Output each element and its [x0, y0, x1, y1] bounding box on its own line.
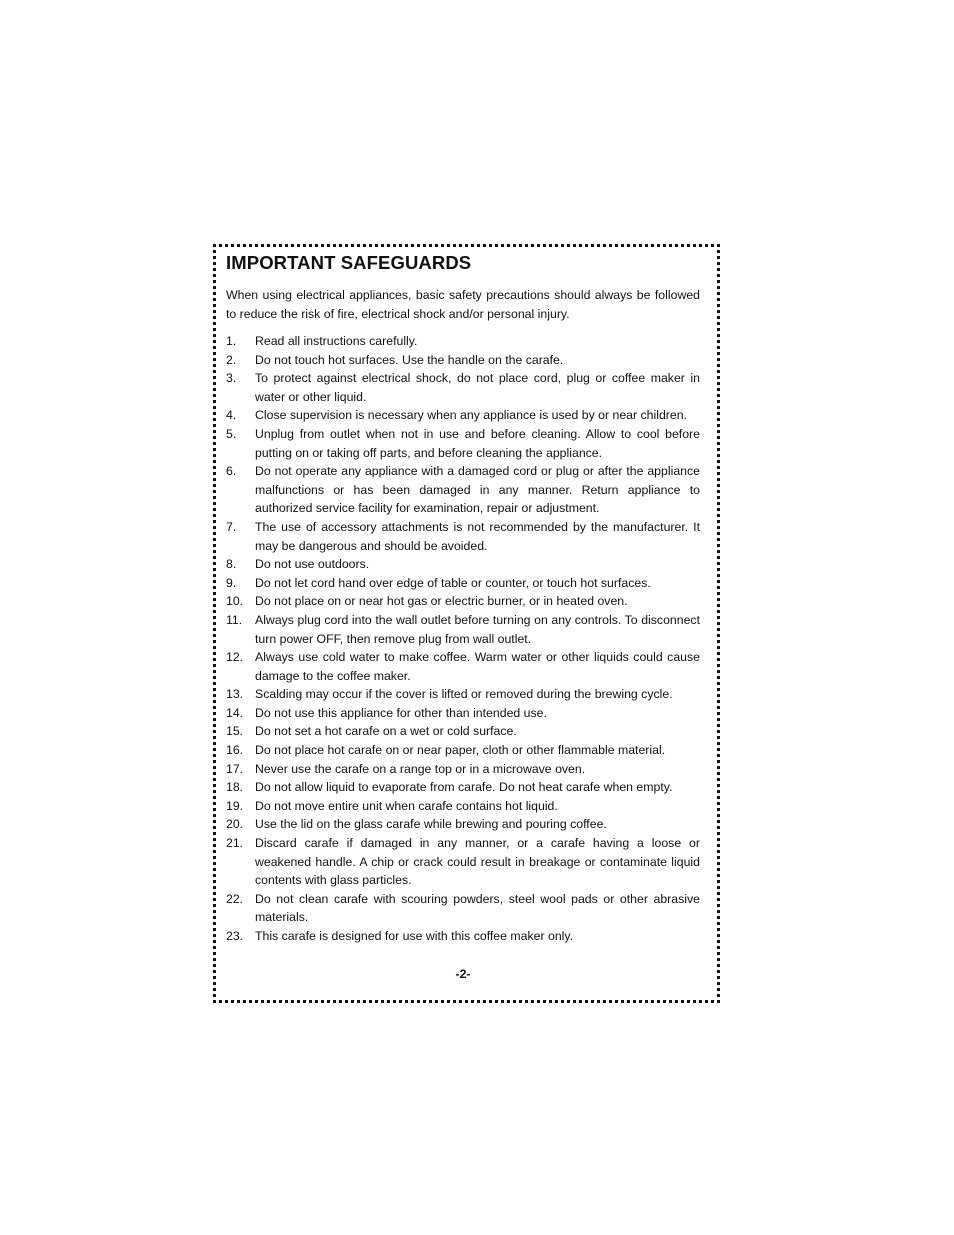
- item-number: 6.: [226, 464, 237, 479]
- list-item: [226, 927, 700, 946]
- list-item: [226, 574, 700, 593]
- item-text: Close supervision is necessary when any appliance is used by or near children.: [255, 408, 687, 423]
- item-number: 10.: [226, 594, 244, 609]
- intro-paragraph: When using electrical appliances, basic safety precautions should always be followed to reduce the risk of fire, electrical shock and/or personal injury.: [226, 288, 700, 321]
- item-number: 19.: [226, 798, 244, 813]
- item-text: Never use the carafe on a range top or in a microwave oven.: [255, 761, 586, 776]
- item-number: 8.: [226, 557, 237, 572]
- list-item: [226, 741, 700, 760]
- list-item: [226, 351, 700, 370]
- list-item: [226, 834, 700, 890]
- list-item: [226, 369, 700, 406]
- item-text: Use the lid on the glass carafe while brewing and pouring coffee.: [255, 817, 607, 832]
- list-item: [226, 611, 700, 648]
- item-text: Do not place hot carafe on or near paper, cloth or other flammable material.: [255, 743, 666, 758]
- list-item: [226, 425, 700, 462]
- item-text: Do not set a hot carafe on a wet or cold surface.: [255, 724, 517, 739]
- item-text: Do not use outdoors.: [255, 557, 370, 572]
- safeguards-list: [226, 332, 700, 946]
- item-number: 20.: [226, 817, 244, 832]
- item-number: 22.: [226, 891, 244, 906]
- list-item: [226, 592, 700, 611]
- item-number: 16.: [226, 743, 244, 758]
- item-number: 23.: [226, 929, 244, 943]
- list-item: [226, 797, 700, 816]
- item-text: Do not clean carafe with scouring powders, steel wool pads or other abrasive materials.: [255, 891, 700, 925]
- item-text: Do not let cord hand over edge of table or counter, or touch hot surfaces.: [255, 575, 651, 590]
- item-number: 14.: [226, 705, 244, 720]
- item-number: 3.: [226, 371, 237, 386]
- item-number: 17.: [226, 761, 244, 776]
- item-number: 15.: [226, 724, 244, 739]
- list-item: [226, 555, 700, 574]
- list-item: [226, 815, 700, 834]
- list-item: [226, 778, 700, 797]
- item-text: This carafe is designed for use with this coffee maker only.: [255, 929, 574, 943]
- item-number: 11.: [226, 612, 243, 627]
- item-text: Do not operate any appliance with a damaged cord or plug or after the appliance malfunctions or has been damaged in any manner. Return appliance to authorized service facility for examination, repair or adjustment.: [255, 464, 700, 516]
- list-item: [226, 406, 700, 425]
- item-number: 7.: [226, 519, 237, 534]
- list-item: [226, 685, 700, 704]
- item-number: 5.: [226, 426, 237, 441]
- item-text: Always plug cord into the wall outlet before turning on any controls. To disconnect turn power OFF, then remove plug from wall outlet.: [255, 612, 700, 646]
- page-number: -2-: [455, 967, 471, 981]
- item-number: 4.: [226, 408, 237, 423]
- item-text: Do not allow liquid to evaporate from carafe. Do not heat carafe when empty.: [255, 780, 673, 795]
- item-number: 13.: [226, 687, 244, 702]
- safeguards-section: [226, 252, 700, 981]
- list-item: [226, 518, 700, 555]
- item-text: Always use cold water to make coffee. Warm water or other liquids could cause damage to the coffee maker.: [255, 650, 700, 683]
- item-text: Read all instructions carefully.: [255, 334, 418, 348]
- item-number: 9.: [226, 575, 237, 590]
- item-text: Scalding may occur if the cover is lifted or removed during the brewing cycle.: [255, 687, 673, 702]
- item-text: Do not place on or near hot gas or electric burner, or in heated oven.: [255, 594, 628, 609]
- item-text: To protect against electrical shock, do not place cord, plug or coffee maker in water or other liquid.: [255, 371, 700, 404]
- item-number: 12.: [226, 650, 244, 665]
- item-text: Do not touch hot surfaces. Use the handle on the carafe.: [255, 352, 564, 367]
- list-item: [226, 462, 700, 518]
- list-item: [226, 648, 700, 685]
- item-number: 18.: [226, 780, 244, 795]
- item-number: 1.: [226, 334, 237, 348]
- list-item: [226, 890, 700, 927]
- item-text: Unplug from outlet when not in use and before cleaning. Allow to cool before putting on or taking off parts, and before cleaning the appliance.: [255, 426, 700, 460]
- item-number: 2.: [226, 352, 237, 367]
- item-text: Do not move entire unit when carafe contains hot liquid.: [255, 798, 558, 813]
- item-text: Discard carafe if damaged in any manner, or a carafe having a loose or weakened handle. A chip or crack could result in breakage or contaminate liquid contents with glass particles.: [255, 836, 700, 888]
- list-item: [226, 332, 700, 351]
- item-number: 21.: [226, 836, 244, 851]
- list-item: [226, 722, 700, 741]
- list-item: [226, 760, 700, 779]
- item-text: The use of accessory attachments is not recommended by the manufacturer. It may be dangerous and should be avoided.: [255, 519, 700, 553]
- list-item: [226, 704, 700, 723]
- item-text: Do not use this appliance for other than intended use.: [255, 705, 547, 720]
- page-title: IMPORTANT SAFEGUARDS: [226, 252, 472, 273]
